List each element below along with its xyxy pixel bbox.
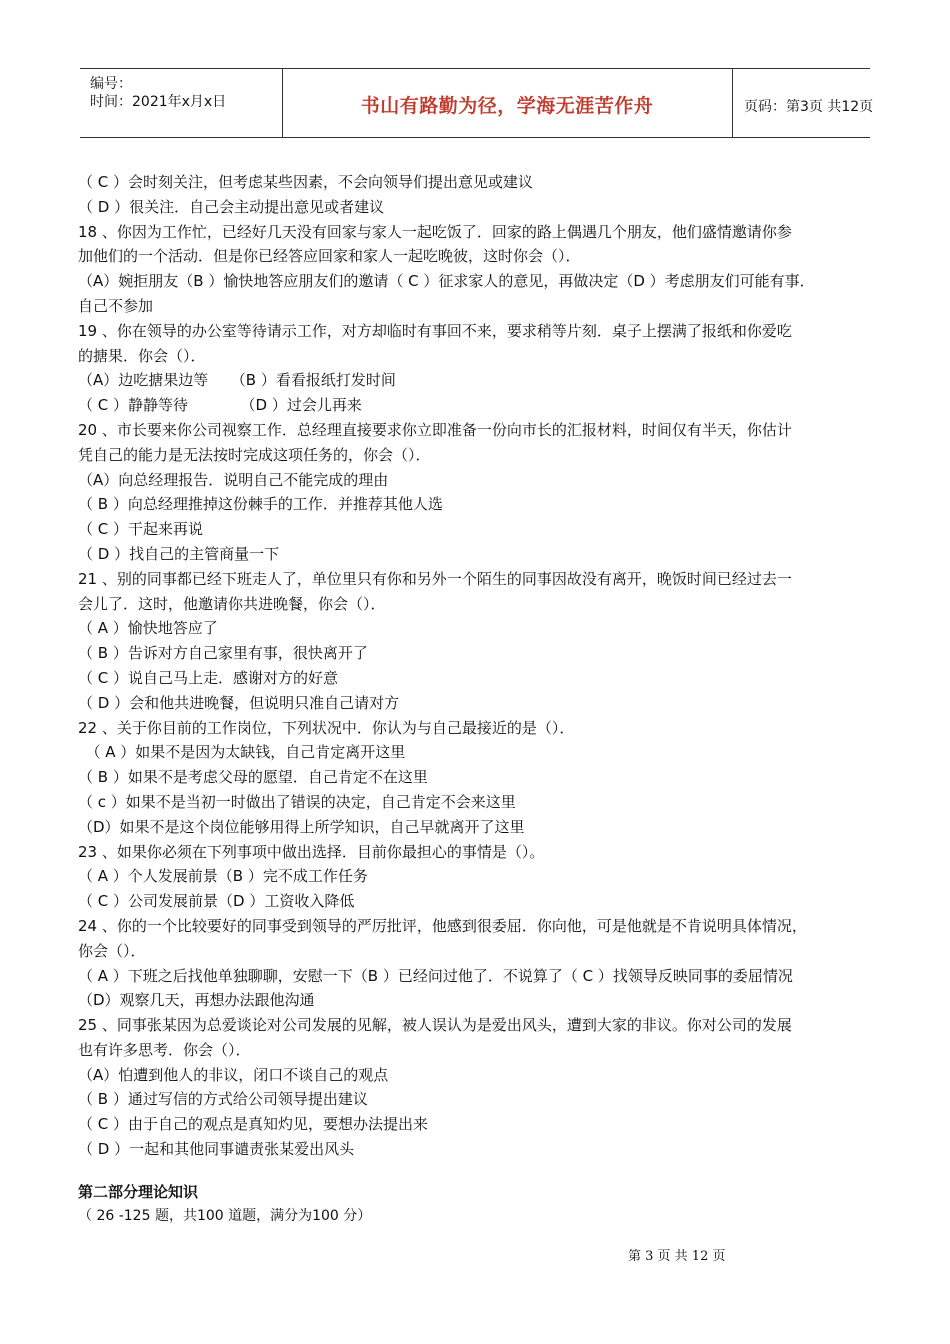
text-line: （D）如果不是这个岗位能够用得上所学知识，自己早就离开了这里 (78, 817, 525, 836)
text-line: （A）婉拒朋友（B ）愉快地答应朋友们的邀请（ C ）征求家人的意见，再做决定（D ）考虑朋友们可能有事． (78, 272, 815, 291)
header-meta-cell (80, 69, 283, 137)
section-title: 第二部分理论知识 (78, 1182, 199, 1201)
text-line: （ c ）如果不是当初一时做出了错误的决定，自己肯定不会来这里 (78, 792, 516, 811)
text-line: （ D ）一起和其他同事谴责张某爱出风头 (78, 1140, 355, 1159)
question-22: 22 、关于你目前的工作岗位，下列状况中．你认为与自己最接近的是（）． (78, 718, 575, 737)
text-line: （ B ）通过写信的方式给公司领导提出建议 (78, 1090, 368, 1109)
text-line: 自己不参加 (78, 296, 154, 315)
text-line: （ B ）告诉对方自己家里有事，很快离开了 (78, 644, 368, 663)
text-line: 凭自己的能力是无法按时完成这项任务的，你会（）． (78, 445, 431, 464)
text-line: （A）边吃搪果边等 （B ）看看报纸打发时间 (78, 371, 396, 390)
question-24: 24 、你的一个比较要好的同事受到领导的严厉批评，他感到很委屈．你向他，可是他就是不肯说明具体情况， (78, 916, 807, 935)
text-line: （ A ）个人发展前景（B ）完不成工作任务 (78, 867, 368, 886)
header-page-info: 页码：第3页 共12页 (744, 99, 874, 115)
text-line: （ D ）找自己的主管商量一下 (78, 544, 280, 563)
text-line: 你会（）． (78, 941, 146, 960)
text-line: 也有许多思考．你会（）． (78, 1040, 251, 1059)
text-line: （ A ）如果不是因为太缺钱，自己肯定离开这里 (78, 743, 406, 762)
text-line: （ C ）由于自己的观点是真知灼见，要想办法提出来 (78, 1115, 429, 1134)
page-footer: 第 3 页 共 12 页 (628, 1249, 726, 1264)
question-18: 18 、你因为工作忙，已经好几天没有回家与家人一起吃饭了．回家的路上偶遇几个朋友，他们盛情邀请你参 (78, 222, 792, 241)
question-20: 20 、市长要来你公司视察工作．总经理直接要求你立即准备一份向市长的汇报材料，时间仅有半天，你估计 (78, 420, 792, 439)
header-motto-cell (282, 69, 733, 137)
text-line: （ D ）会和他共进晚餐，但说明只准自己请对方 (78, 693, 400, 712)
text-line: （ C ）静静等待 （D ）过会儿再来 (78, 396, 362, 415)
text-line: （ A ）下班之后找他单独聊聊，安慰一下（B ）已经问过他了．不说算了（ C ）找领导反映同事的委屈情况 (78, 966, 793, 985)
header-page-cell (732, 69, 874, 137)
question-25: 25 、同事张某因为总爱谈论对公司发展的见解，被人误认为是爱出风头，遭到大家的非议。你对公司的发展 (78, 1016, 792, 1035)
text-line: 加他们的一个活动．但是你已经答应回家和家人一起吃晚彼，这时你会（）． (78, 247, 581, 266)
question-23: 23 、如果你必须在下列事项中做出选择．目前你最担心的事情是（）。 (78, 842, 545, 861)
text-line: （ B ）如果不是考虑父母的愿望．自己肯定不在这里 (78, 768, 428, 787)
text-line: 的搪果．你会（）． (78, 346, 206, 365)
text-line: （D）观察几天，再想办法跟他沟通 (78, 991, 315, 1010)
section-subtitle: （ 26 -125 题，共100 道题，满分为100 分） (78, 1207, 372, 1224)
text-line: （ B ）向总经理推掉这份棘手的工作．并推荐其他人选 (78, 495, 443, 514)
doc-date-label: 时间：2021年x月x日 (90, 94, 227, 110)
text-line: （ C ）说自己马上走．感谢对方的好意 (78, 668, 339, 687)
page-header (80, 68, 874, 138)
doc-number-label: 编号： (90, 76, 132, 92)
question-19: 19 、你在领导的办公室等待请示工作，对方却临时有事回不来，要求稍等片刻．桌子上摆满了报纸和你爱吃 (78, 321, 792, 340)
text-line: （A）怕遭到他人的非议，闭口不谈自己的观点 (78, 1065, 389, 1084)
document-body (78, 170, 878, 1228)
question-21: 21 、别的同事都已经下班走人了，单位里只有你和另外一个陌生的同事因故没有离开，晚饭时间已经过去一 (78, 569, 792, 588)
section-gap (78, 1162, 878, 1180)
text-line: （ C ）干起来再说 (78, 520, 204, 539)
text-line: （A）向总经理报告．说明自己不能完成的理由 (78, 470, 389, 489)
text-line: （ C ）会时刻关注，但考虑某些因素，不会向领导们提出意见或建议 (78, 173, 534, 191)
text-line: 会儿了．这时，他邀请你共进晚餐，你会（）． (78, 594, 386, 613)
text-line: （ C ）公司发展前景（D ）工资收入降低 (78, 892, 355, 911)
header-motto: 书山有路勤为径，学海无涯苦作舟 (360, 95, 654, 117)
text-line: （ D ）很关注．自己会主动提出意见或者建议 (78, 197, 385, 216)
text-line: （ A ）愉快地答应了 (78, 619, 218, 638)
